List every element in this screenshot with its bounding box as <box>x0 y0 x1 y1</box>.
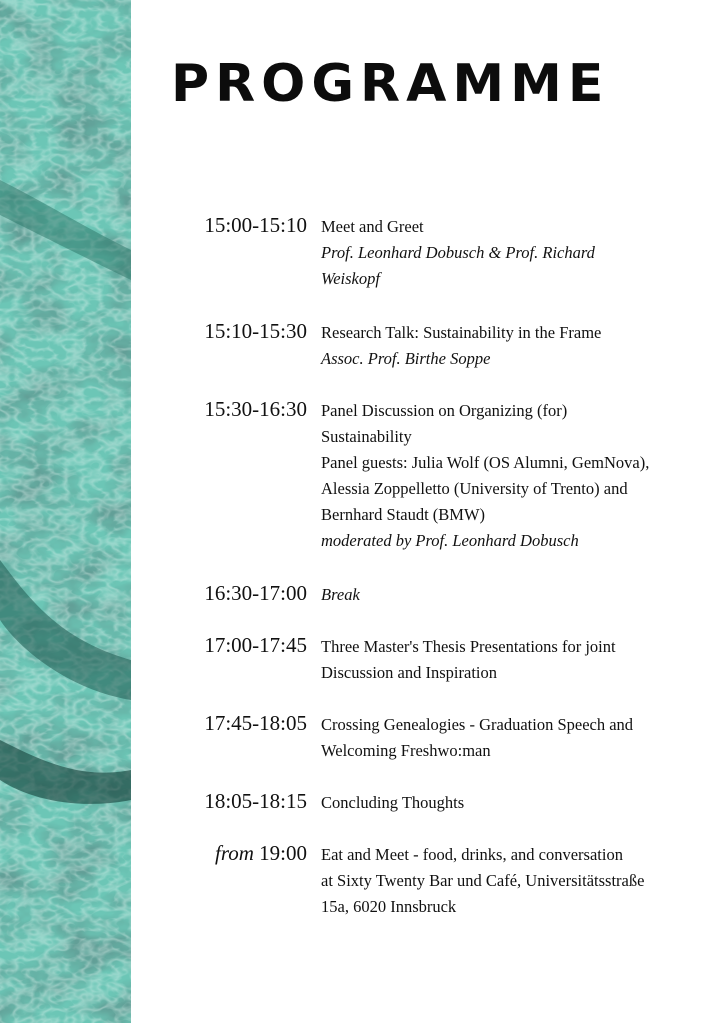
entry-subline: Break <box>321 585 360 604</box>
time-range: 19:00 <box>259 841 307 865</box>
entry-description <box>321 842 691 920</box>
entry-time <box>204 580 307 606</box>
entry-description <box>321 634 691 686</box>
entry-line: Bernhard Staudt (BMW) <box>321 505 486 524</box>
entry-subline: Prof. Leonhard Dobusch & Prof. Richard <box>321 243 595 262</box>
entry-line: Meet and Greet <box>321 217 424 236</box>
entry-line: at Sixty Twenty Bar und Café, Universitätsstraße <box>321 871 645 890</box>
entry-description <box>321 790 691 816</box>
time-range: 17:00-17:45 <box>204 633 307 657</box>
entry-line: Three Master's Thesis Presentations for joint <box>321 637 616 656</box>
time-range: 17:45-18:05 <box>204 711 307 735</box>
marble-texture-image <box>0 0 131 1023</box>
entry-line: Panel Discussion on Organizing (for) <box>321 401 568 420</box>
time-prefix: from <box>215 841 254 865</box>
time-range: 15:30-16:30 <box>204 397 307 421</box>
entry-line: Crossing Genealogies - Graduation Speech and <box>321 715 634 734</box>
entry-time <box>215 840 307 866</box>
page-title: PROGRAMME <box>171 54 610 114</box>
entry-line: Research Talk: Sustainability in the Frame <box>321 323 602 342</box>
entry-line: Eat and Meet - food, drinks, and conversation <box>321 845 623 864</box>
entry-time <box>204 632 307 658</box>
entry-line: Panel guests: Julia Wolf (OS Alumni, GemNova), <box>321 453 650 472</box>
entry-line: Sustainability <box>321 427 412 446</box>
time-range: 16:30-17:00 <box>204 581 307 605</box>
time-range: 18:05-18:15 <box>204 789 307 813</box>
entry-subline: Assoc. Prof. Birthe Soppe <box>321 349 491 368</box>
time-range: 15:10-15:30 <box>204 319 307 343</box>
entry-line: Alessia Zoppelletto (University of Trento) and <box>321 479 628 498</box>
entry-description <box>321 398 691 554</box>
marble-texture-band <box>0 0 131 1023</box>
entry-description <box>321 582 691 608</box>
entry-time <box>204 318 307 344</box>
entry-line: Discussion and Inspiration <box>321 663 497 682</box>
entry-description <box>321 320 691 372</box>
entry-line: Welcoming Freshwo:man <box>321 741 491 760</box>
entry-time <box>204 212 307 238</box>
entry-subline: moderated by Prof. Leonhard Dobusch <box>321 531 579 550</box>
entry-time <box>204 788 307 814</box>
entry-line: Concluding Thoughts <box>321 793 465 812</box>
entry-line: 15a, 6020 Innsbruck <box>321 897 457 916</box>
entry-time <box>204 710 307 736</box>
entry-subline: Weiskopf <box>321 269 380 288</box>
time-range: 15:00-15:10 <box>204 213 307 237</box>
entry-description <box>321 214 691 292</box>
entry-time <box>204 396 307 422</box>
entry-description <box>321 712 691 764</box>
